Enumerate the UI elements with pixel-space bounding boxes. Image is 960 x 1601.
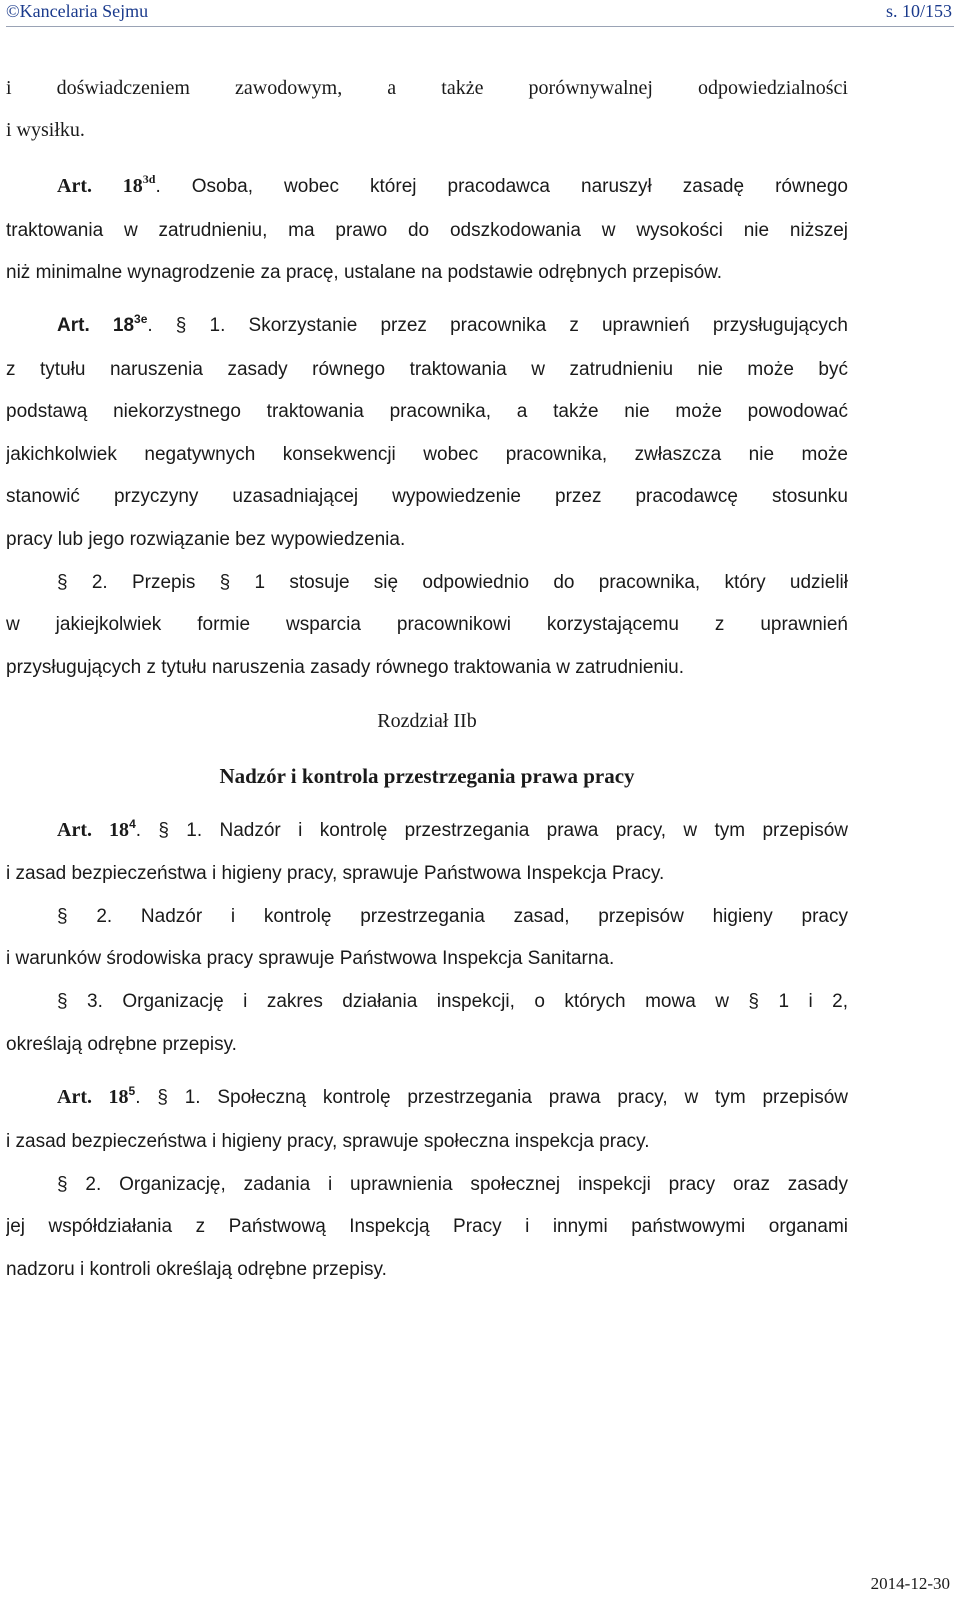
text-line: niż minimalne wynagrodzenie za pracę, ustalane na podstawie odrębnych przepisów. bbox=[6, 262, 723, 283]
article-number: Art. 18 bbox=[57, 819, 130, 841]
footer-date: 2014-12-30 bbox=[870, 1574, 950, 1593]
article-superscript: 5 bbox=[128, 1085, 136, 1098]
header-divider bbox=[6, 26, 954, 27]
header-page-number: s. 10/153 bbox=[885, 1, 952, 21]
article-text: . § 1. Nadzór i kontrolę przestrzegania prawa pracy, w tym przepisów bbox=[135, 820, 848, 841]
chapter-title: Nadzór i kontrola przestrzegania prawa pracy bbox=[219, 764, 635, 788]
paragraph-2: § 2. Przepis § 1 stosuje się odpowiednio do pracownika, który udzielił bbox=[57, 572, 848, 593]
paragraph-2: § 2. Organizację, zadania i uprawnienia społecznej inspekcji pracy oraz zasady bbox=[57, 1174, 848, 1195]
article-18-3e bbox=[57, 314, 848, 342]
page-header bbox=[6, 0, 954, 30]
article-number: Art. 18 bbox=[57, 315, 135, 336]
article-superscript: 3e bbox=[134, 314, 148, 326]
text-line: jakichkolwiek negatywnych konsekwencji wobec pracownika, zwłaszcza nie może bbox=[6, 444, 848, 465]
text-line: traktowania w zatrudnieniu, ma prawo do odszkodowania w wysokości nie niższej bbox=[6, 220, 848, 241]
text-line: stanowić przyczyny uzasadniającej wypowiedzenie przez pracodawcę stosunku bbox=[6, 486, 848, 507]
header-source: ©Kancelaria Sejmu bbox=[6, 1, 149, 21]
text-line: podstawą niekorzystnego traktowania pracownika, a także nie może powodować bbox=[6, 401, 848, 422]
article-text: . Osoba, wobec której pracodawca naruszył zasadę równego bbox=[155, 176, 848, 197]
text-line: i wysiłku. bbox=[6, 119, 85, 141]
article-text: . § 1. Skorzystanie przez pracownika z uprawnień przysługujących bbox=[147, 315, 848, 336]
article-number: Art. 18 bbox=[57, 175, 143, 197]
text-line: w jakiejkolwiek formie wsparcia pracownikowi korzystającemu z uprawnień bbox=[6, 614, 848, 635]
text-line: i doświadczeniem zawodowym, a także porównywalnej odpowiedzialności bbox=[6, 77, 848, 99]
paragraph-3: § 3. Organizację i zakres działania inspekcji, o których mowa w § 1 i 2, bbox=[57, 991, 848, 1012]
text-line: jej współdziałania z Państwową Inspekcją Pracy i innymi państwowymi organami bbox=[6, 1216, 848, 1237]
text-line: określają odrębne przepisy. bbox=[6, 1034, 237, 1055]
article-superscript: 4 bbox=[129, 818, 136, 831]
chapter-number: Rozdział IIb bbox=[377, 710, 477, 732]
text-line: nadzoru i kontroli określają odrębne przepisy. bbox=[6, 1259, 387, 1280]
text-line: i warunków środowiska pracy sprawuje Państwowa Inspekcja Sanitarna. bbox=[6, 948, 615, 969]
article-text: . § 1. Społeczną kontrolę przestrzegania prawa pracy, w tym przepisów bbox=[135, 1087, 848, 1108]
text-line: przysługujących z tytułu naruszenia zasady równego traktowania w zatrudnieniu. bbox=[6, 657, 685, 678]
article-18-5 bbox=[57, 1085, 848, 1113]
article-18-4 bbox=[57, 818, 848, 846]
article-number: Art. 18 bbox=[57, 1086, 129, 1108]
paragraph-2: § 2. Nadzór i kontrolę przestrzegania zasad, przepisów higieny pracy bbox=[57, 906, 848, 927]
text-line: i zasad bezpieczeństwa i higieny pracy, sprawuje Państwowa Inspekcja Pracy. bbox=[6, 863, 665, 884]
text-line: i zasad bezpieczeństwa i higieny pracy, sprawuje społeczna inspekcja pracy. bbox=[6, 1131, 650, 1152]
text-line: z tytułu naruszenia zasady równego traktowania w zatrudnieniu nie może być bbox=[6, 359, 848, 380]
text-line: pracy lub jego rozwiązanie bez wypowiedzenia. bbox=[6, 529, 406, 550]
article-18-3d bbox=[57, 174, 848, 202]
article-superscript: 3d bbox=[142, 174, 156, 187]
